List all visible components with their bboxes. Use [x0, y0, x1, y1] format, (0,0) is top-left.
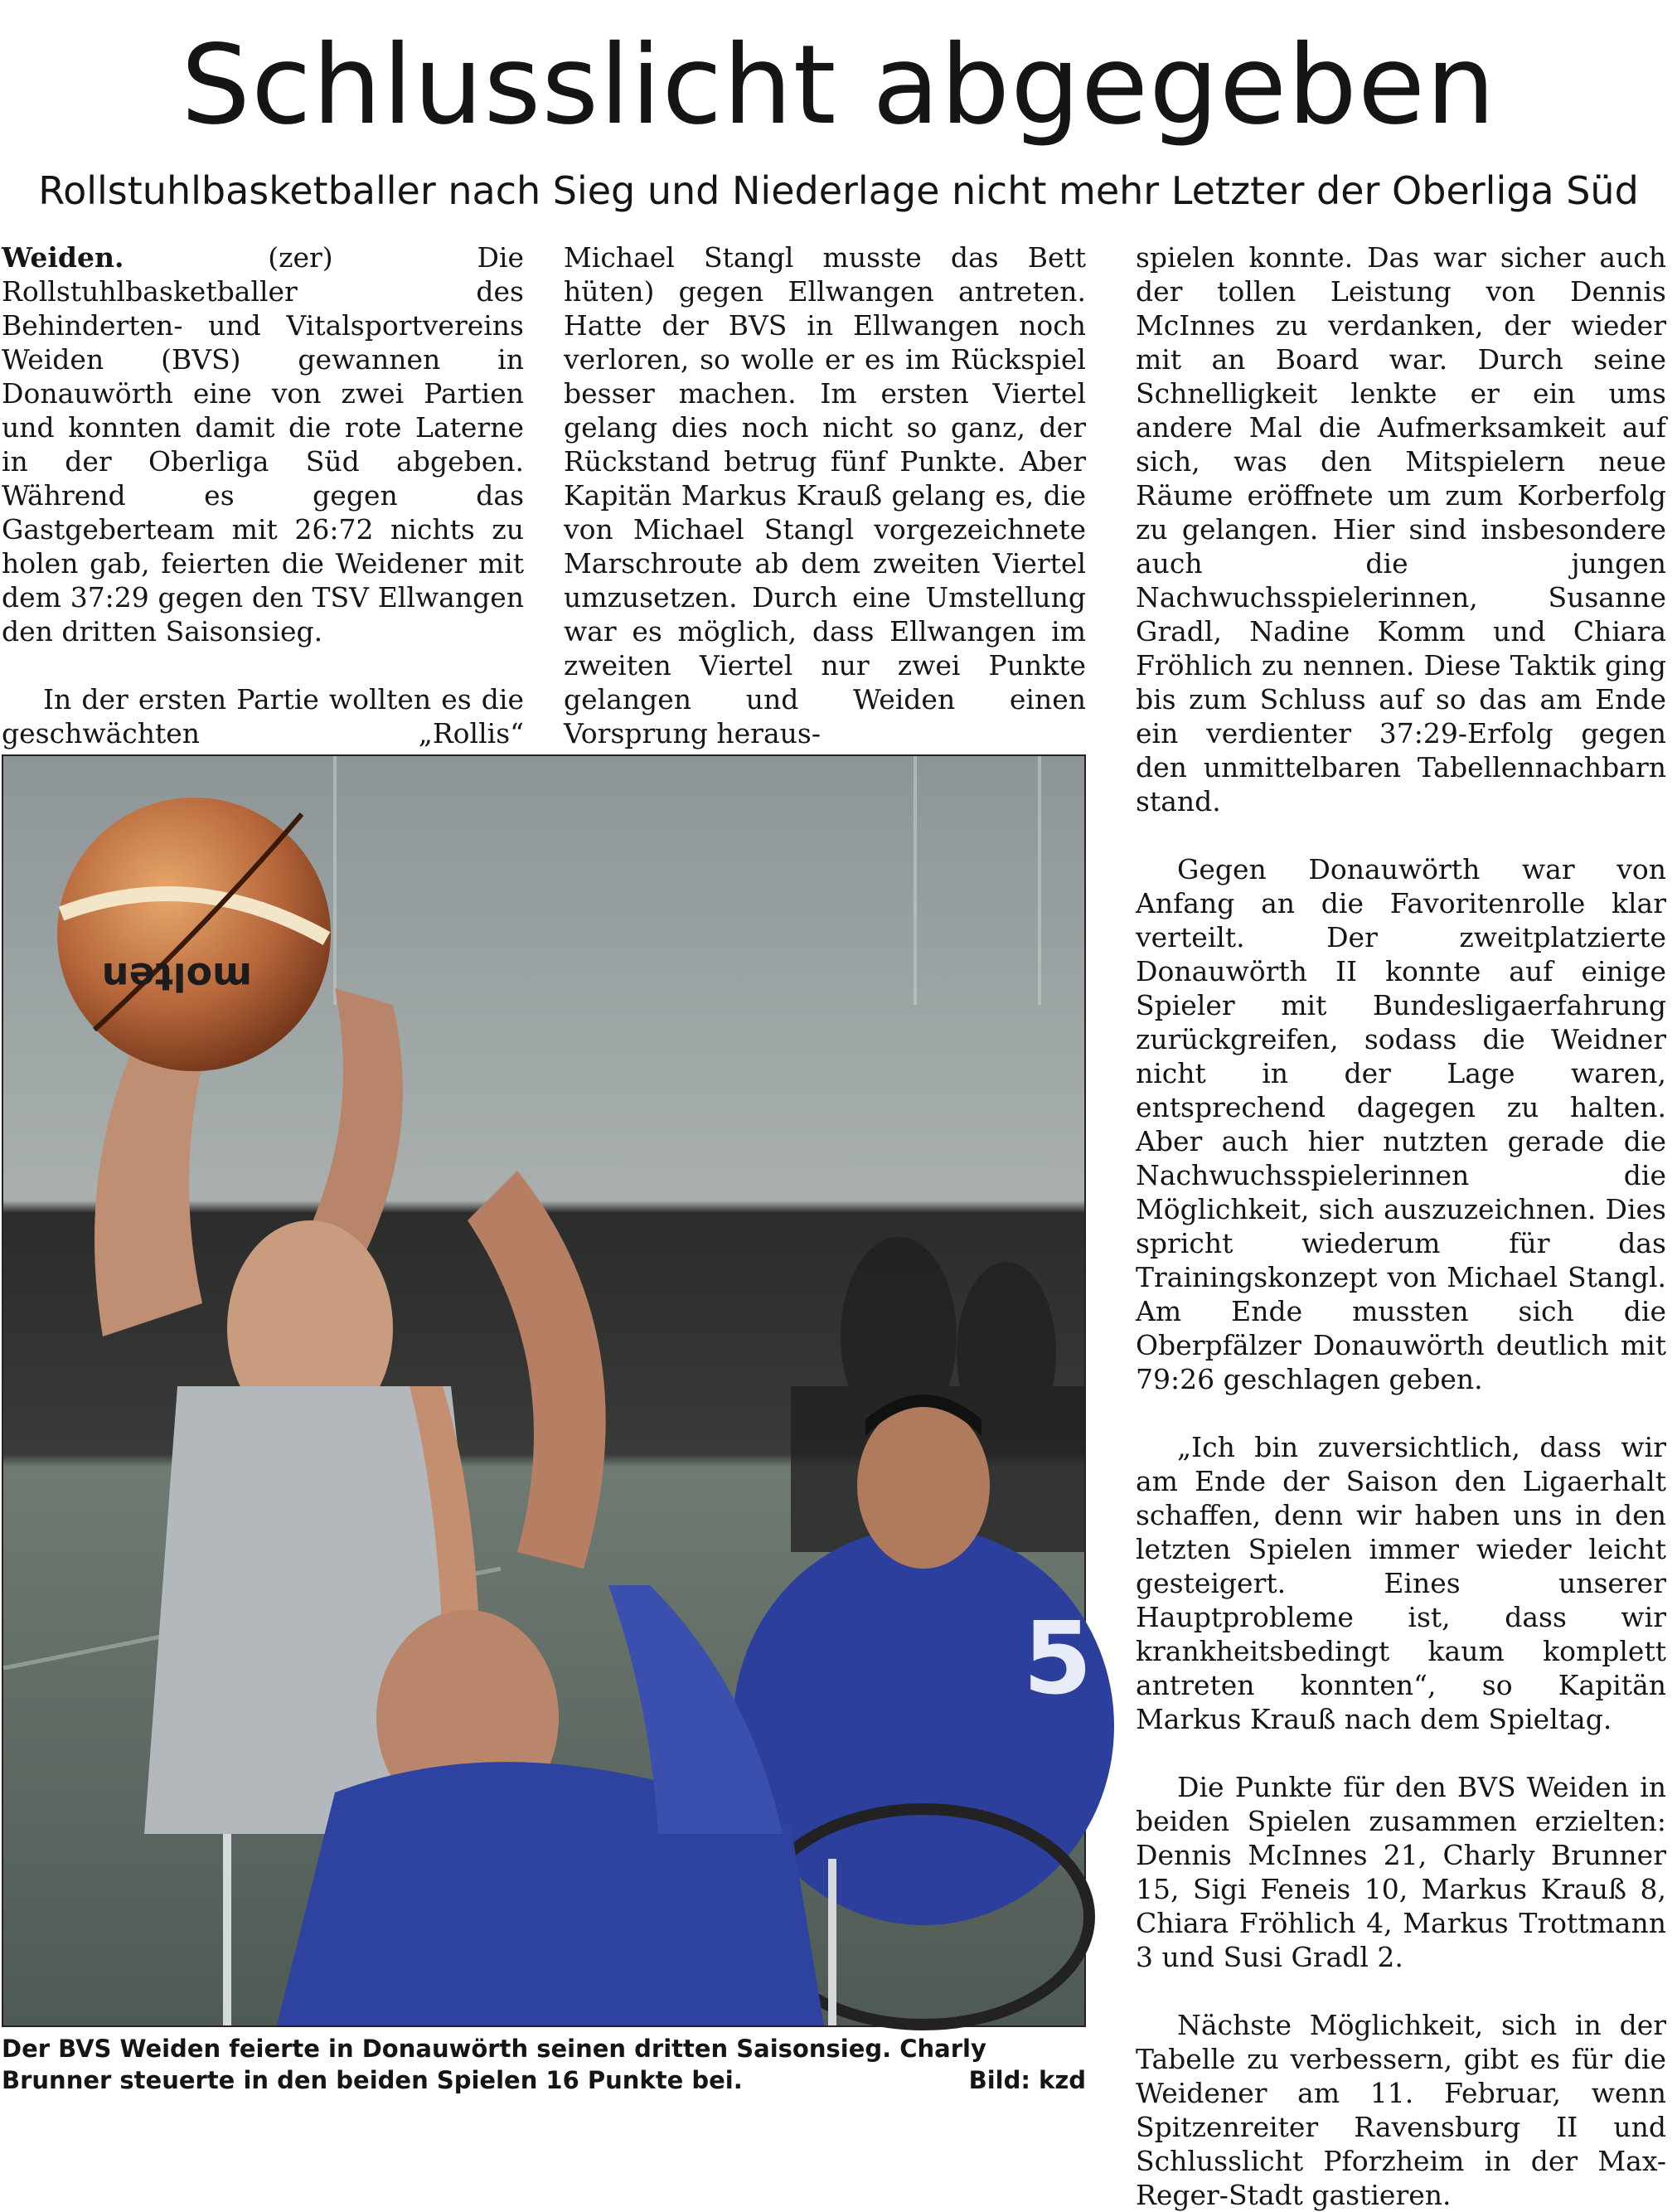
subheadline: Rollstuhlbasketballer nach Sieg und Niederlage nicht mehr Letzter der Oberliga Süd [38, 168, 1639, 213]
column-1 [2, 240, 524, 784]
photo-credit: Bild: kzd [968, 2066, 1086, 2094]
caption-line-2 [2, 2064, 1086, 2096]
paragraph-intro [2, 240, 524, 648]
article-photo [2, 754, 1093, 2027]
paragraph-quote: „Ich bin zuversichtlich, dass wir am Ende der Saison den Ligaerhalt schaffen, denn wir haben uns in den letzten Spielen immer wieder leicht gesteigert. Eines unserer Hauptprobleme ist, dass wir krankheitsbedingt kaum komplett antreten konnten“, so Kapitän Markus Krauß nach dem Spieltag. [1136, 1431, 1666, 1735]
paragraph-scorers: Die Punkte für den BVS Weiden in beiden Spielen zusammen erzielten: Dennis McInnes 21, Charly Brunner 15, Sigi Feneis 10, Markus Krauß 8, Chiara Fröhlich 4, Markus Trottmann 3 und Susi Gradl 2. [1136, 1771, 1666, 1973]
ball-brand: molten [101, 954, 252, 999]
headline: Schlusslicht abgegeben [181, 22, 1496, 149]
basketball [57, 798, 331, 1071]
photo-caption [2, 2033, 1086, 2096]
paragraph: Gegen Donauwörth war von Anfang an die Favoritenrolle klar verteilt. Der zweitplatzierte Donauwörth II konnte auf einige Spieler mit Bundesligaerfahrung zurückgreifen, sodass die Weidner nicht in der Lage waren, entsprechend dagegen zu halten. Aber auch hier nutzten gerade die Nachwuchsspielerinnen die Möglichkeit, sich auszuzeichnen. Dies spricht wiederum für das Trainingskonzept von Michael Stangl. Am Ende mussten sich die Oberpfälzer Donauwörth deutlich mit 79:26 geschlagen geben. [1136, 853, 1666, 1395]
dateline: Weiden. [2, 241, 124, 274]
column-3 [1136, 240, 1666, 2212]
paragraph: Michael Stangl musste das Bett hüten) gegen Ellwangen antreten. Hatte der BVS in Ellwangen noch verloren, so wolle er es im Rückspiel besser machen. Im ersten Viertel gelang dies noch nicht so ganz, der Rückstand betrug fünf Punkte. Aber Kapitän Markus Krauß gelang es, die von Michael Stangl vorgezeichnete Marschroute ab dem zweiten Viertel umzusetzen. Durch eine Umstellung war es möglich, dass Ellwangen im zweiten Viertel nur zwei Punkte gelangen und Weiden einen Vorsprung heraus- [564, 241, 1086, 749]
paragraph-text: (zer) Die Rollstuhlbasketballer des Behinderten- und Vitalsportvereins Weiden (BVS) gewannen in Donauwörth eine von zwei Partien und konnten damit die rote Laterne in der Oberliga Süd abgeben. Während es gegen das Gastgeberteam mit 26:72 nichts zu holen gab, feierten die Weidener mit dem 37:29 gegen den TSV Ellwangen den dritten Saisonsieg. [2, 241, 524, 648]
paragraph: In der ersten Partie wollten es die geschwächten „Rollis“ [2, 683, 524, 749]
caption-text: Brunner steuerte in den beiden Spielen 16 Punkte bei. [2, 2066, 743, 2094]
paragraph: spielen konnte. Das war sicher auch der tollen Leistung von Dennis McInnes zu verdanken, der wieder mit an Board war. Durch seine Schnelligkeit lenkte er ein ums andere Mal die Aufmerksamkeit auf sich, was den Mitspielern neue Räume eröffnete um zum Korberfolg zu gelangen. Hier sind insbesondere auch die jungen Nachwuchsspielerinnen, Susanne Gradl, Nadine Komm und Chiara Fröhlich zu nennen. Diese Taktik ging bis zum Schluss auf so das am Ende ein verdienter 37:29-Erfolg gegen den unmittelbaren Tabellennachbarn stand. [1136, 241, 1666, 817]
basketball-photo-illustration [3, 756, 1093, 2025]
column-2 [564, 240, 1086, 750]
caption-line-1: Der BVS Weiden feierte in Donauwörth seinen dritten Saisonsieg. Charly [2, 2035, 986, 2063]
jersey-number: 5 [1023, 1602, 1093, 1717]
paragraph: Nächste Möglichkeit, sich in der Tabelle zu verbessern, gibt es für die Weidener am 11. Februar, wenn Spitzenreiter Ravensburg II und Schlusslicht Pforzheim in der Max-Reger-Stadt gastieren. [1136, 2009, 1666, 2211]
